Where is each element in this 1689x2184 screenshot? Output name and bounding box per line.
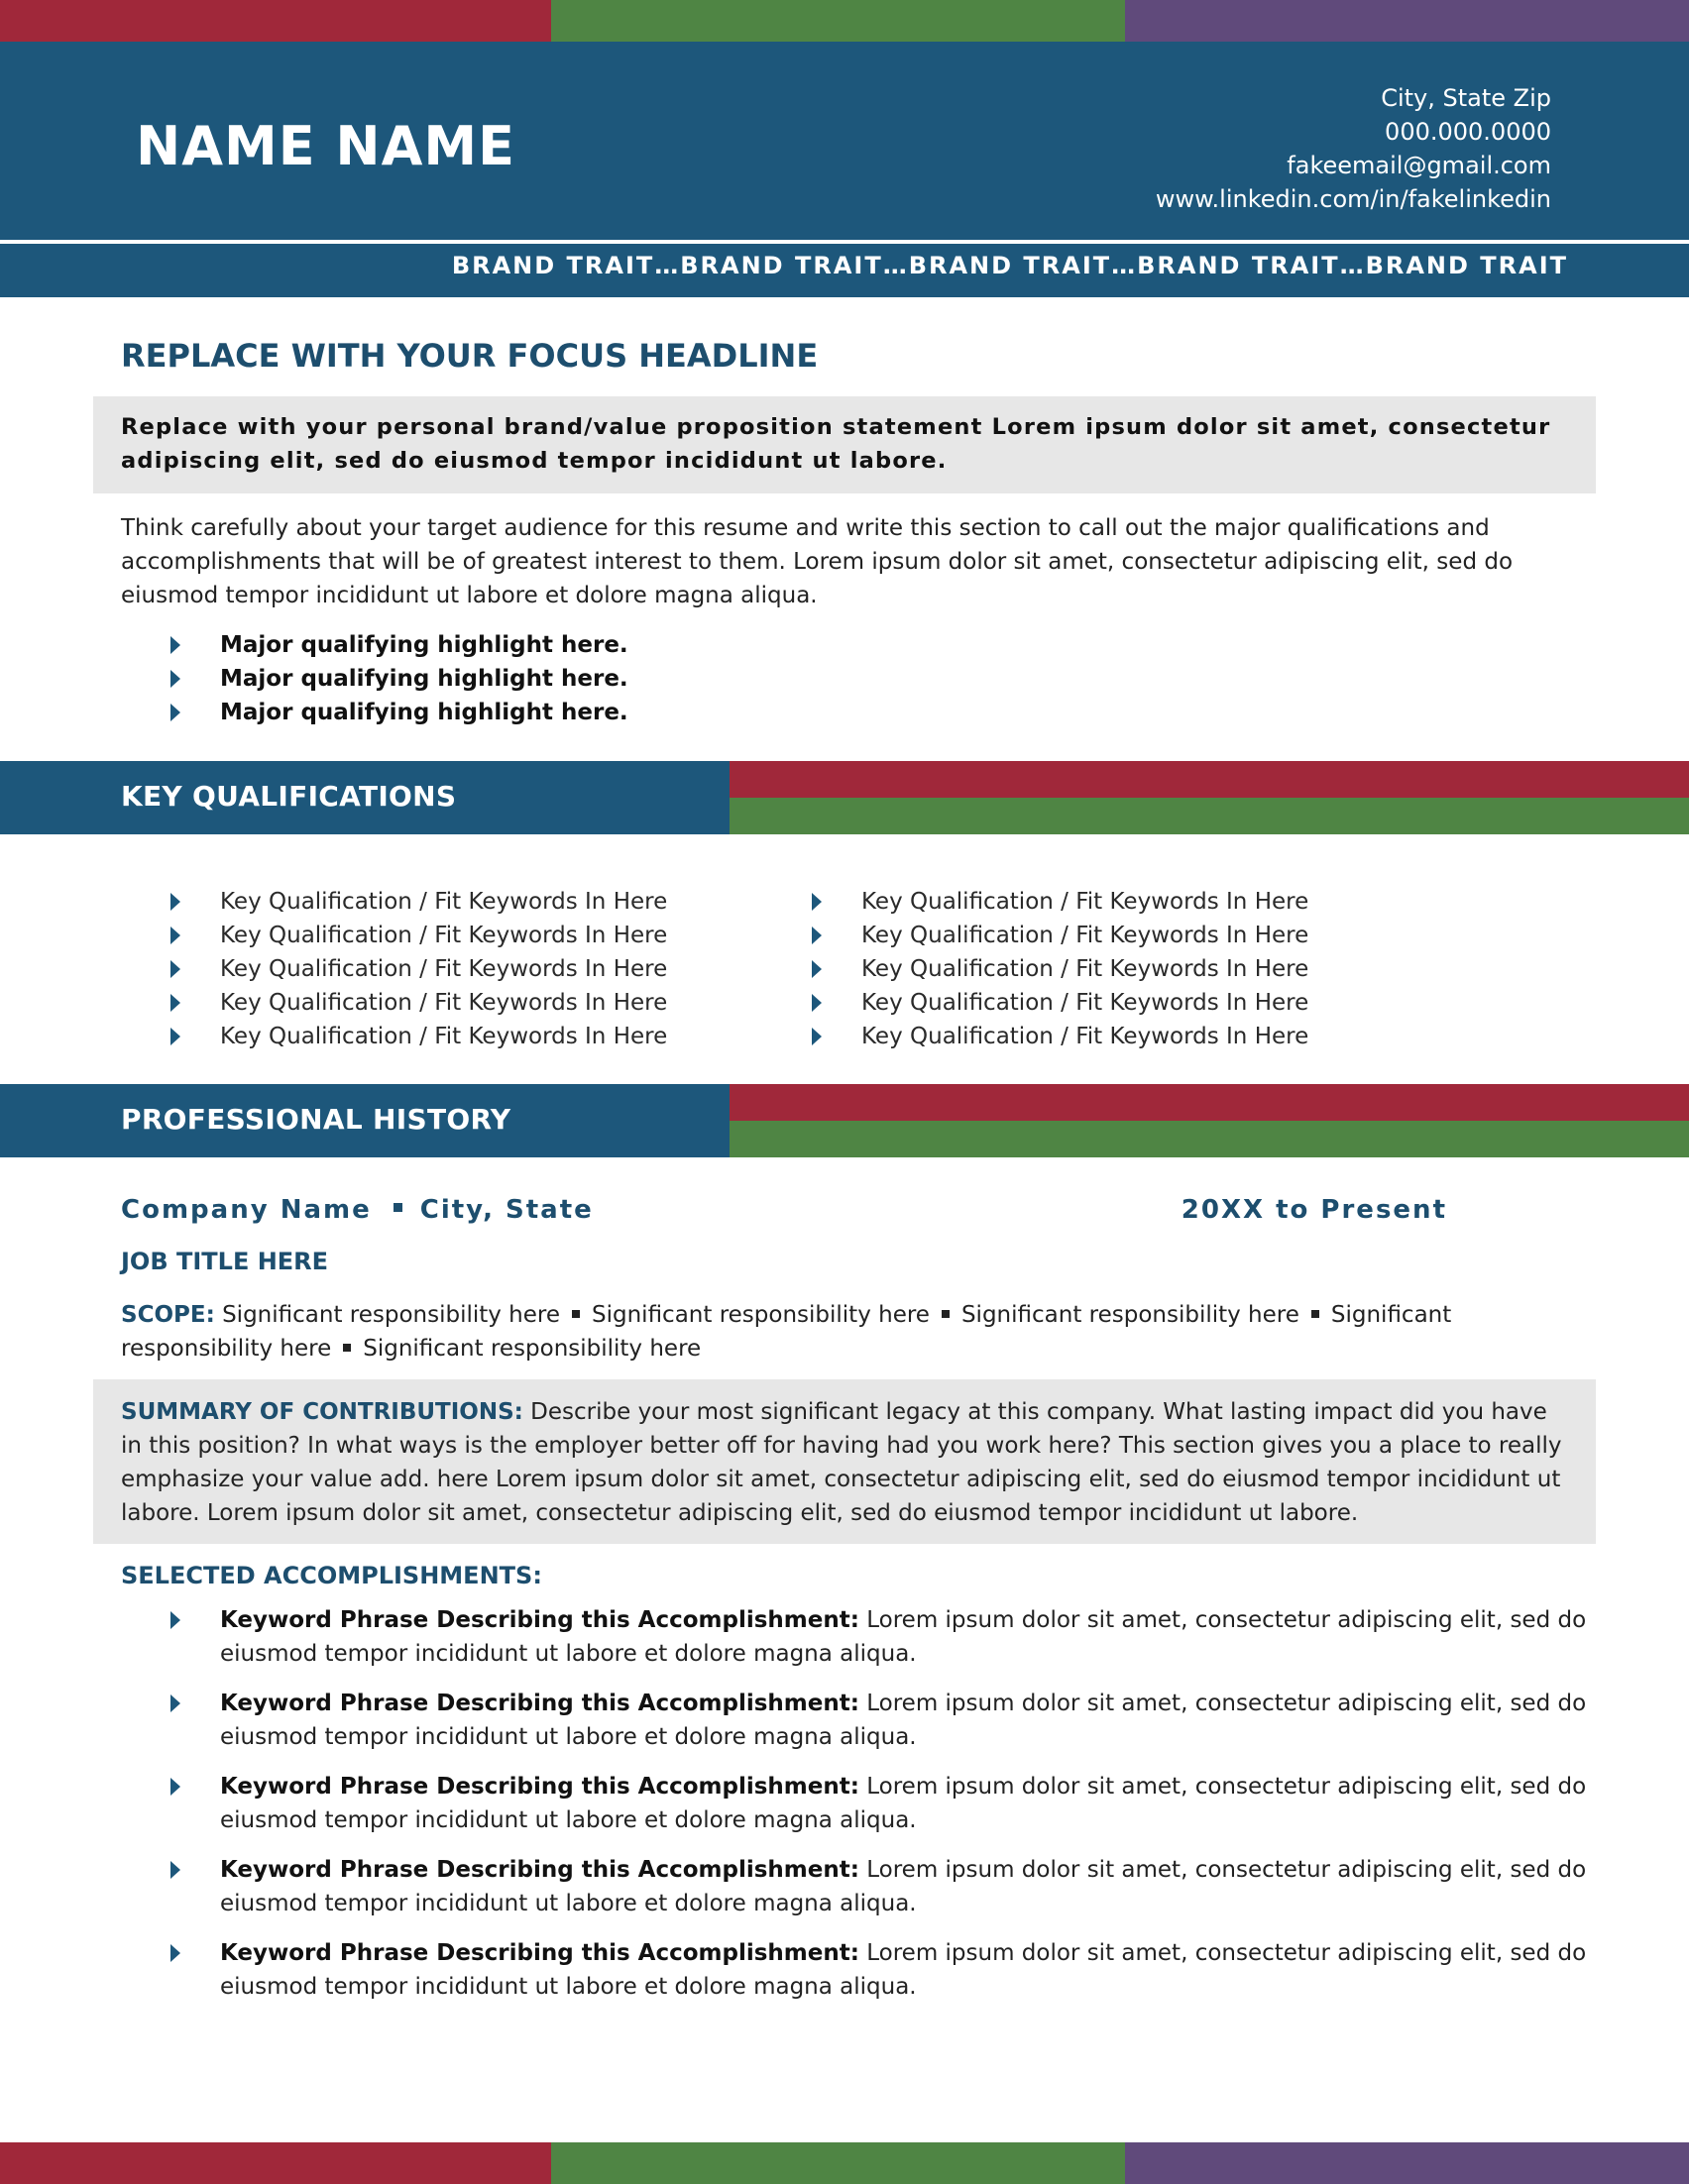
qualification-item <box>121 919 667 952</box>
accomplishment-keyword: Keyword Phrase Describing this Accomplishment: <box>220 1607 859 1633</box>
qualification-text: Key Qualification / Fit Keywords In Here <box>220 1024 668 1049</box>
resume-header <box>0 42 1689 297</box>
intro-paragraph: Think carefully about your target audience for this resume and write this section to call out the major qualifications and accomplishments that will be of greatest interest to them. Lorem ipsum dolor sit amet, consectetur adipiscing elit, sed do eiusmod tempor incididunt ut labore et dolore magna aliqua. <box>121 515 1514 608</box>
square-separator-icon <box>942 1310 950 1318</box>
section-bar-green <box>730 798 1689 834</box>
scope-item: Significant responsibility here <box>222 1302 561 1328</box>
stripe-red <box>0 2142 551 2184</box>
triangle-bullet-icon <box>170 670 180 688</box>
section-title: PROFESSIONAL HISTORY <box>121 1103 511 1136</box>
accomplishment-text: Lorem ipsum dolor sit amet, consectetur adipiscing elit, sed do eiusmod tempor incididunt ut labore et dolore magna aliqua. <box>220 1607 1587 1667</box>
contact-email[interactable]: fakeemail@gmail.com <box>1287 152 1551 179</box>
brand-traits: BRAND TRAIT…BRAND TRAIT…BRAND TRAIT…BRAND TRAIT…BRAND TRAIT <box>451 252 1568 279</box>
summary-box <box>93 1379 1596 1544</box>
header-divider <box>0 240 1689 244</box>
qualification-item <box>762 1020 1308 1053</box>
qualification-text: Key Qualification / Fit Keywords In Here <box>220 956 668 982</box>
triangle-bullet-icon <box>812 994 822 1012</box>
triangle-bullet-icon <box>170 927 180 944</box>
qualification-item <box>762 952 1308 986</box>
contact-linkedin[interactable]: www.linkedin.com/in/fakelinkedin <box>1155 185 1551 213</box>
section-title: KEY QUALIFICATIONS <box>121 780 457 813</box>
employment-dates: 20XX to Present <box>1181 1195 1447 1225</box>
scope-item: Significant responsibility here <box>960 1302 1299 1328</box>
triangle-bullet-icon <box>812 1028 822 1045</box>
triangle-bullet-icon <box>812 893 822 911</box>
accomplishment-text: Lorem ipsum dolor sit amet, consectetur adipiscing elit, sed do eiusmod tempor incididunt ut labore et dolore magna aliqua. <box>220 1940 1587 2000</box>
highlight-text: Major qualifying highlight here. <box>220 632 628 658</box>
qualifications-left-column <box>121 885 667 1053</box>
highlight-item <box>121 628 628 662</box>
triangle-bullet-icon <box>170 636 180 654</box>
stripe-green <box>551 0 1125 42</box>
accomplishment-text: Lorem ipsum dolor sit amet, consectetur adipiscing elit, sed do eiusmod tempor incididunt ut labore et dolore magna aliqua. <box>220 1857 1587 1916</box>
triangle-bullet-icon <box>170 994 180 1012</box>
value-proposition-text: Replace with your personal brand/value proposition statement Lorem ipsum dolor sit amet, consectetur adipiscing elit, sed do eiusmod tempor incididunt ut labore. <box>121 414 1551 474</box>
triangle-bullet-icon <box>170 1944 180 1962</box>
accomplishment-keyword: Keyword Phrase Describing this Accomplishment: <box>220 1774 859 1800</box>
triangle-bullet-icon <box>170 1694 180 1712</box>
qualification-text: Key Qualification / Fit Keywords In Here <box>861 923 1309 948</box>
company-line <box>121 1195 594 1225</box>
qualification-text: Key Qualification / Fit Keywords In Here <box>861 990 1309 1016</box>
qualification-text: Key Qualification / Fit Keywords In Here <box>220 889 668 915</box>
highlight-text: Major qualifying highlight here. <box>220 666 628 692</box>
highlight-item <box>121 696 628 729</box>
company-location: City, State <box>419 1195 594 1225</box>
contact-info <box>1156 81 1551 216</box>
scope-item: Significant responsibility here <box>121 1302 1452 1362</box>
triangle-bullet-icon <box>170 1861 180 1879</box>
qualification-item <box>121 1020 667 1053</box>
summary-paragraph <box>121 1395 1570 1530</box>
qualification-item <box>121 952 667 986</box>
triangle-bullet-icon <box>170 1611 180 1629</box>
accomplishment-keyword: Keyword Phrase Describing this Accomplishment: <box>220 1691 859 1716</box>
accomplishments-heading: SELECTED ACCOMPLISHMENTS: <box>121 1562 542 1589</box>
section-bar-red <box>730 1084 1689 1121</box>
top-color-stripe <box>0 0 1689 42</box>
section-bar-red <box>730 761 1689 798</box>
value-proposition-box <box>93 396 1596 493</box>
stripe-green <box>551 2142 1125 2184</box>
stripe-red <box>0 0 551 42</box>
accomplishment-text: Lorem ipsum dolor sit amet, consectetur adipiscing elit, sed do eiusmod tempor incididunt ut labore et dolore magna aliqua. <box>220 1691 1587 1750</box>
summary-label: SUMMARY OF CONTRIBUTIONS: <box>121 1399 523 1425</box>
triangle-bullet-icon <box>812 927 822 944</box>
candidate-name: NAME NAME <box>136 115 516 177</box>
accomplishment-keyword: Keyword Phrase Describing this Accomplishment: <box>220 1940 859 1966</box>
contact-phone: 000.000.0000 <box>1385 118 1551 146</box>
scope-item: Significant responsibility here <box>363 1336 702 1362</box>
highlights-list <box>121 628 628 729</box>
bottom-color-stripe <box>0 2142 1689 2184</box>
square-separator-icon <box>1311 1310 1319 1318</box>
contact-address: City, State Zip <box>1381 84 1551 112</box>
summary-text: Describe your most significant legacy at this company. What lasting impact did you have in this position? In what ways is the employer better off for having had you work here? This section gives you a place to really emphasize your value add. here Lorem ipsum dolor sit amet, consectetur adipiscing elit, sed do eiusmod tempor incididunt ut labore. Lorem ipsum dolor sit amet, consectetur adipiscing elit, sed do eiusmod tempor incididunt ut labore. <box>121 1399 1562 1526</box>
qualifications-right-column <box>762 885 1308 1053</box>
square-separator-icon <box>572 1310 580 1318</box>
qualification-text: Key Qualification / Fit Keywords In Here <box>220 923 668 948</box>
highlight-text: Major qualifying highlight here. <box>220 700 628 725</box>
triangle-bullet-icon <box>170 704 180 721</box>
qualification-item <box>121 885 667 919</box>
scope-paragraph <box>121 1298 1588 1365</box>
triangle-bullet-icon <box>812 960 822 978</box>
qualification-item <box>762 919 1308 952</box>
job-title: JOB TITLE HERE <box>121 1248 329 1275</box>
qualification-item <box>762 986 1308 1020</box>
key-qualifications-bar <box>0 761 1689 834</box>
stripe-purple <box>1125 0 1689 42</box>
qualification-text: Key Qualification / Fit Keywords In Here <box>861 956 1309 982</box>
square-separator-icon <box>343 1344 351 1352</box>
triangle-bullet-icon <box>170 960 180 978</box>
stripe-purple <box>1125 2142 1689 2184</box>
professional-history-bar <box>0 1084 1689 1157</box>
accomplishment-item <box>121 1770 1588 1837</box>
qualification-text: Key Qualification / Fit Keywords In Here <box>220 990 668 1016</box>
square-separator-icon <box>394 1203 402 1212</box>
scope-label: SCOPE: <box>121 1302 215 1328</box>
accomplishment-keyword: Keyword Phrase Describing this Accomplishment: <box>220 1857 859 1883</box>
scope-item: Significant responsibility here <box>592 1302 930 1328</box>
qualification-text: Key Qualification / Fit Keywords In Here <box>861 1024 1309 1049</box>
triangle-bullet-icon <box>170 893 180 911</box>
qualification-item <box>762 885 1308 919</box>
focus-headline: REPLACE WITH YOUR FOCUS HEADLINE <box>121 337 819 375</box>
accomplishments-list <box>121 1603 1588 2020</box>
qualification-item <box>121 986 667 1020</box>
accomplishment-text: Lorem ipsum dolor sit amet, consectetur adipiscing elit, sed do eiusmod tempor incididunt ut labore et dolore magna aliqua. <box>220 1774 1587 1833</box>
triangle-bullet-icon <box>170 1028 180 1045</box>
triangle-bullet-icon <box>170 1778 180 1796</box>
accomplishment-item <box>121 1687 1588 1754</box>
company-name: Company Name <box>121 1195 372 1225</box>
accomplishment-item <box>121 1603 1588 1671</box>
accomplishment-item <box>121 1936 1588 2004</box>
section-bar-green <box>730 1121 1689 1157</box>
qualification-text: Key Qualification / Fit Keywords In Here <box>861 889 1309 915</box>
accomplishment-item <box>121 1853 1588 1920</box>
highlight-item <box>121 662 628 696</box>
